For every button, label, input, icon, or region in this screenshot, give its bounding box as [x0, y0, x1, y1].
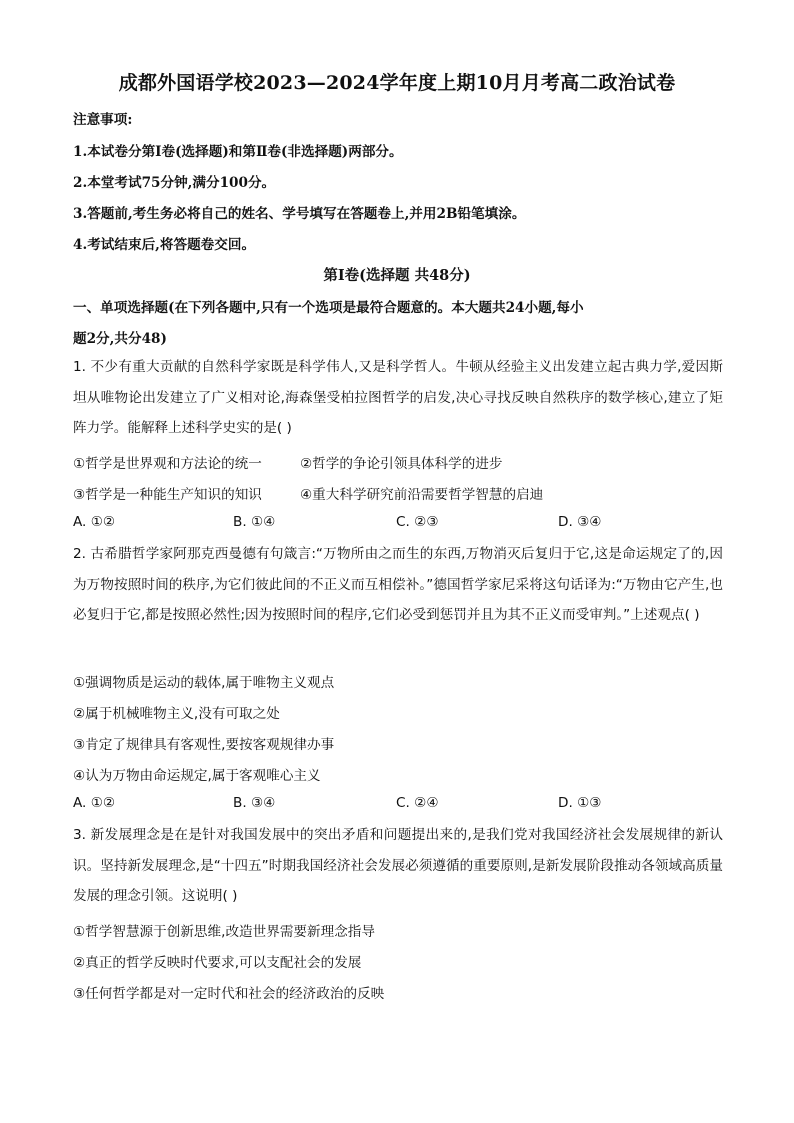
part-one-heading-line1: 一、单项选择题(在下列各题中,只有一个选项是最符合题意的。本大题共24小题,每小: [73, 300, 584, 316]
notice-item-1: 1.本试卷分第Ⅰ卷(选择题)和第Ⅱ卷(非选择题)两部分。: [73, 144, 403, 160]
question-1-statement-2: ②哲学的争论引领具体科学的进步: [300, 456, 503, 472]
question-3-statement-2: ②真正的哲学反映时代要求,可以支配社会的发展: [73, 955, 362, 971]
question-2-option-a: A. ①②: [73, 795, 116, 811]
question-3-stem: 3. 新发展理念是在是针对我国发展中的突出矛盾和问题提出来的,是我们党对我国经济社会发展规律的新认识。坚持新发展理念,是“十四五”时期我国经济社会发展必须遵循的重要原则,是新发展阶段推动各领域高质量发展的理念引领。这说明( ): [73, 827, 723, 904]
question-1-statement-1: ①哲学是世界观和方法论的统一: [73, 456, 262, 472]
question-1-option-a: A. ①②: [73, 514, 116, 530]
question-1-option-c: C. ②③: [396, 514, 439, 530]
question-2-statement-1: ①强调物质是运动的载体,属于唯物主义观点: [73, 675, 335, 691]
question-1-option-b: B. ①④: [233, 514, 276, 530]
question-2-stem: 2. 古希腊哲学家阿那克西曼德有句箴言:“万物所由之而生的东西,万物消灭后复归于它,这是命运规定了的,因为万物按照时间的秩序,为它们彼此间的不正义而互相偿补。”德国哲学家尼采将这句话译为:“万物由它产生,也必复归于它,都是按照必然性;因为按照时间的程序,它们必受到惩罚并且为其不正义而受审判。”上述观点( ): [73, 546, 723, 623]
notice-item-2: 2.本堂考试75分钟,满分100分。: [73, 175, 276, 191]
part-one-heading-line2: 题2分,共分48): [73, 331, 167, 347]
question-1-statement-3: ③哲学是一种能生产知识的知识: [73, 487, 262, 503]
question-3-statement-3: ③任何哲学都是对一定时代和社会的经济政治的反映: [73, 986, 385, 1002]
question-1-statement-4: ④重大科学研究前沿需要哲学智慧的启迪: [300, 487, 544, 503]
notice-heading: 注意事项:: [73, 112, 133, 128]
question-2-statement-3: ③肯定了规律具有客观性,要按客观规律办事: [73, 737, 335, 753]
question-1-option-d: D. ③④: [558, 514, 602, 530]
question-2-option-b: B. ③④: [233, 795, 276, 811]
question-2-option-d: D. ①③: [558, 795, 602, 811]
section-title: 第Ⅰ卷(选择题 共48分): [323, 267, 471, 284]
question-1-stem: 1. 不少有重大贡献的自然科学家既是科学伟人,又是科学哲人。牛顿从经验主义出发建立起古典力学,爱因斯坦从唯物论出发建立了广义相对论,海森堡受柏拉图哲学的启发,决心寻找反映自然秩序的数学核心,建立了矩阵力学。能解释上述科学史实的是( ): [73, 359, 723, 436]
notice-item-4: 4.考试结束后,将答题卷交回。: [73, 237, 256, 253]
question-2-option-c: C. ②④: [396, 795, 439, 811]
question-3-statement-1: ①哲学智慧源于创新思维,改造世界需要新理念指导: [73, 924, 375, 940]
question-2-statement-4: ④认为万物由命运规定,属于客观唯心主义: [73, 768, 321, 784]
notice-item-3: 3.答题前,考生务必将自己的姓名、学号填写在答题卷上,并用2B铅笔填涂。: [73, 206, 526, 222]
question-2-statement-2: ②属于机械唯物主义,没有可取之处: [73, 706, 280, 722]
exam-title: 成都外国语学校2023—2024学年度上期10月月考高二政治试卷: [118, 72, 676, 94]
